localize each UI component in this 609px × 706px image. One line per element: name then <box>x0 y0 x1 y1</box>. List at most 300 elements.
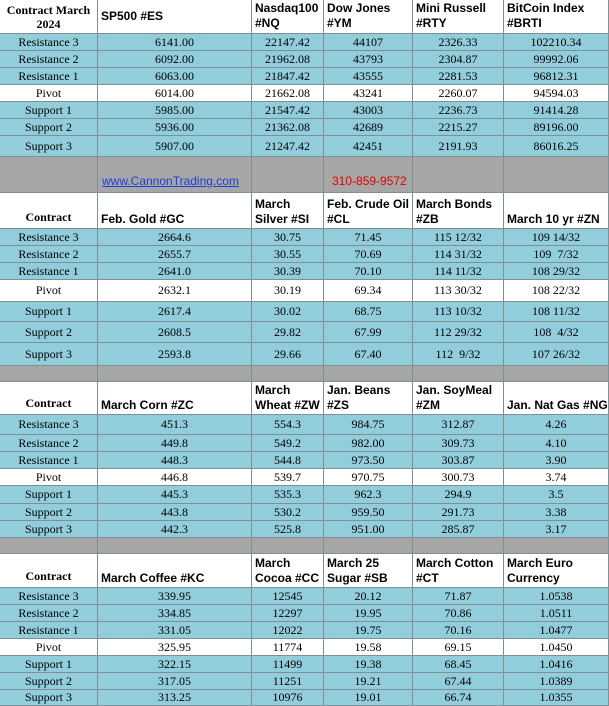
level-value <box>324 469 413 486</box>
level-value <box>324 302 413 322</box>
contract-header <box>0 554 98 588</box>
level-value-text: 19.95 <box>354 605 382 620</box>
column-header-feb-gold-gc <box>98 193 252 229</box>
level-value <box>324 343 413 366</box>
level-value-text: 30.75 <box>274 229 301 244</box>
level-value <box>413 588 504 605</box>
level-value <box>98 415 252 435</box>
level-value-text: 962.3 <box>354 487 382 501</box>
level-value-text: 539.7 <box>274 469 301 484</box>
level-value <box>98 51 252 68</box>
level-value-text: 2304.87 <box>438 51 478 66</box>
row-label-support-3 <box>0 690 98 706</box>
level-value-text: 107 26/32 <box>531 346 581 361</box>
contract-header-label: Contract <box>25 210 72 224</box>
level-value-text: 5936.00 <box>155 119 194 134</box>
level-value-text: 530.2 <box>274 504 301 519</box>
column-header-label: Mini Russell #RTY <box>416 1 487 30</box>
level-value <box>413 486 504 504</box>
row-label-text: Resistance 1 <box>18 68 79 83</box>
level-value-text: 6063.00 <box>155 68 194 83</box>
level-value <box>413 690 504 706</box>
level-value-text: 112 9/32 <box>435 346 481 361</box>
level-value-text: 2617.4 <box>158 304 191 318</box>
row-label-text: Resistance 3 <box>18 588 79 603</box>
level-value <box>252 119 324 136</box>
level-value <box>98 673 252 690</box>
level-value <box>413 435 504 452</box>
column-header-label: Jan. Beans #ZS <box>327 383 391 412</box>
level-value <box>252 85 324 102</box>
level-value <box>413 34 504 51</box>
column-header-march-corn-zc <box>98 382 252 415</box>
level-value-text: 114 31/32 <box>434 246 482 261</box>
row-label-resistance-3 <box>0 588 98 605</box>
row-label-text: Support 3 <box>24 521 72 536</box>
level-value-text: 21247.42 <box>265 138 310 153</box>
level-value <box>252 605 324 622</box>
level-value <box>252 246 324 263</box>
level-value-text: 1.0538 <box>539 588 573 603</box>
level-value-text: 6141.00 <box>155 34 194 49</box>
level-value <box>98 102 252 119</box>
level-value-text: 325.95 <box>158 639 191 654</box>
level-value <box>324 322 413 343</box>
website-link-text: www.CannonTrading.com <box>102 174 239 188</box>
row-label-resistance-1 <box>0 68 98 85</box>
level-value <box>252 415 324 435</box>
level-value-text: 2655.7 <box>158 246 191 261</box>
level-value <box>504 34 609 51</box>
level-value-text: 549.2 <box>274 435 301 450</box>
level-value <box>98 656 252 673</box>
level-value <box>252 486 324 504</box>
level-value <box>504 656 609 673</box>
level-value-text: 3.90 <box>545 452 567 467</box>
contract-header <box>0 193 98 229</box>
row-label-support-1 <box>0 302 98 322</box>
column-header-label: March Cotton #CT <box>416 556 494 585</box>
separator-cell <box>252 157 324 193</box>
level-value-text: 2326.33 <box>438 34 478 49</box>
row-label-text: Resistance 2 <box>18 605 79 620</box>
level-value <box>504 690 609 706</box>
level-value <box>98 34 252 51</box>
level-value-text: 30.55 <box>274 246 301 261</box>
level-value-text: 30.02 <box>274 304 301 318</box>
level-value <box>324 102 413 119</box>
level-value <box>504 504 609 521</box>
column-header-label: Jan. Nat Gas #NG <box>507 398 608 412</box>
level-value-text: 12297 <box>272 605 303 620</box>
level-value-text: 2191.93 <box>438 138 478 153</box>
level-value-text: 43003 <box>353 102 383 117</box>
level-value <box>98 263 252 280</box>
column-header-label: Nasdaq100 #NQ <box>255 1 319 30</box>
level-value <box>252 302 324 322</box>
column-header-march-coffee-kc <box>98 554 252 588</box>
level-value <box>324 656 413 673</box>
row-label-text: Support 3 <box>24 138 72 153</box>
level-value <box>413 102 504 119</box>
level-value-text: 984.75 <box>351 417 385 431</box>
level-value <box>252 263 324 280</box>
column-header-march-cocoa-cc <box>252 554 324 588</box>
level-value-text: 71.45 <box>354 229 382 244</box>
level-value <box>98 469 252 486</box>
row-label-resistance-2 <box>0 246 98 263</box>
separator-cell <box>252 366 324 382</box>
level-value-text: 334.85 <box>158 605 191 620</box>
separator-cell <box>0 157 98 193</box>
level-value <box>252 102 324 119</box>
level-value-text: 66.74 <box>444 690 472 704</box>
level-value-text: 21547.42 <box>265 102 310 117</box>
row-label-support-1 <box>0 656 98 673</box>
level-value <box>324 415 413 435</box>
row-label-pivot <box>0 85 98 102</box>
level-value-text: 11499 <box>272 656 303 671</box>
level-value-text: 30.39 <box>274 263 301 278</box>
row-label-support-2 <box>0 504 98 521</box>
row-label-text: Support 1 <box>24 102 72 117</box>
separator-cell <box>252 538 324 554</box>
level-value <box>98 343 252 366</box>
level-value <box>252 588 324 605</box>
level-value <box>252 343 324 366</box>
level-value-text: 67.40 <box>354 346 382 361</box>
column-header-label: March Cocoa #CC <box>255 556 320 585</box>
level-value-text: 3.17 <box>545 521 567 536</box>
row-label-text: Support 1 <box>24 304 72 318</box>
row-label-resistance-1 <box>0 622 98 639</box>
column-header-label: SP500 #ES <box>101 8 164 23</box>
level-value-text: 42689 <box>353 119 383 134</box>
level-value-text: 67.99 <box>354 324 382 339</box>
level-value-text: 2608.5 <box>158 324 191 339</box>
level-value-text: 3.5 <box>548 487 564 501</box>
level-value <box>413 469 504 486</box>
level-value <box>324 486 413 504</box>
level-value <box>98 246 252 263</box>
column-header-label: Jan. SoyMeal #ZM <box>416 383 493 412</box>
level-value <box>504 280 609 302</box>
row-label-support-3 <box>0 343 98 366</box>
level-value-text: 303.87 <box>441 452 475 467</box>
level-value-text: 109 14/32 <box>531 229 581 244</box>
level-value-text: 91414.28 <box>533 102 579 117</box>
level-value <box>98 588 252 605</box>
level-value <box>98 85 252 102</box>
row-label-text: Resistance 1 <box>18 452 79 467</box>
column-header-mini-russell-rty <box>413 0 504 34</box>
level-value-text: 5985.00 <box>155 102 194 117</box>
level-value <box>324 280 413 302</box>
contract-header-label: Contract March 2024 <box>6 2 91 31</box>
level-value <box>413 656 504 673</box>
level-value-text: 21362.08 <box>265 119 310 134</box>
level-value-text: 1.0355 <box>539 690 573 704</box>
level-value <box>324 68 413 85</box>
level-value-text: 102210.34 <box>530 34 582 49</box>
row-label-resistance-2 <box>0 51 98 68</box>
level-value <box>504 605 609 622</box>
level-value-text: 339.95 <box>158 588 191 603</box>
contract-header-label: Contract <box>25 569 72 583</box>
level-value <box>504 452 609 469</box>
level-value <box>504 435 609 452</box>
column-header-label: March Silver #SI <box>255 197 310 226</box>
row-label-text: Pivot <box>35 639 62 654</box>
level-value-text: 114 11/32 <box>434 263 482 278</box>
row-label-text: Resistance 1 <box>18 622 79 637</box>
level-value-text: 19.01 <box>354 690 382 704</box>
level-value-text: 20.12 <box>354 588 382 603</box>
level-value <box>504 622 609 639</box>
row-label-support-2 <box>0 673 98 690</box>
separator-cell <box>0 538 98 554</box>
level-value-text: 445.3 <box>161 487 188 501</box>
level-value-text: 449.8 <box>161 435 188 450</box>
level-value-text: 973.50 <box>351 452 385 467</box>
level-value <box>504 68 609 85</box>
level-value <box>413 605 504 622</box>
level-value <box>324 85 413 102</box>
level-value <box>324 673 413 690</box>
level-value <box>324 521 413 538</box>
column-header-march-silver-si <box>252 193 324 229</box>
column-header-label: March 10 yr #ZN <box>507 212 600 226</box>
level-value-text: 1.0477 <box>539 622 573 637</box>
level-value-text: 89196.00 <box>533 119 579 134</box>
level-value-text: 2236.73 <box>438 102 478 117</box>
level-value-text: 12022 <box>272 622 303 637</box>
level-value-text: 19.58 <box>354 639 382 654</box>
column-header-march-euro-currency <box>504 554 609 588</box>
level-value <box>98 504 252 521</box>
level-value-text: 959.50 <box>351 504 385 519</box>
level-value-text: 1.0450 <box>539 639 573 654</box>
level-value-text: 554.3 <box>274 417 301 431</box>
level-value <box>413 246 504 263</box>
level-value <box>252 639 324 656</box>
level-value <box>324 504 413 521</box>
column-header-label: March Bonds #ZB <box>416 197 493 226</box>
level-value <box>413 415 504 435</box>
level-value-text: 42451 <box>353 138 383 153</box>
column-header-feb-crude-oil-cl <box>324 193 413 229</box>
level-value-text: 44107 <box>353 34 383 49</box>
level-value-text: 29.82 <box>274 324 301 339</box>
column-header-march-wheat-zw <box>252 382 324 415</box>
level-value-text: 19.75 <box>354 622 382 637</box>
level-value <box>252 673 324 690</box>
level-value-text: 448.3 <box>161 452 188 467</box>
level-value <box>504 119 609 136</box>
level-value <box>324 229 413 246</box>
level-value <box>504 136 609 157</box>
column-header-march-bonds-zb <box>413 193 504 229</box>
separator-cell <box>324 366 413 382</box>
level-value <box>324 263 413 280</box>
row-label-support-1 <box>0 102 98 119</box>
level-value <box>324 435 413 452</box>
row-label-resistance-3 <box>0 229 98 246</box>
level-value-text: 4.26 <box>545 417 567 431</box>
phone-number-text: 310-859-9572 <box>332 174 407 188</box>
level-value <box>252 469 324 486</box>
level-value <box>413 136 504 157</box>
level-value-text: 70.86 <box>444 605 472 620</box>
column-header-label: Feb. Gold #GC <box>101 212 185 226</box>
level-value-text: 10976 <box>272 690 303 704</box>
level-value-text: 96812.31 <box>533 68 579 83</box>
column-header-march-cotton-ct <box>413 554 504 588</box>
level-value <box>98 119 252 136</box>
level-value <box>252 504 324 521</box>
level-value-text: 317.05 <box>158 673 191 688</box>
level-value <box>413 504 504 521</box>
level-value <box>504 246 609 263</box>
row-label-text: Pivot <box>35 85 62 100</box>
row-label-support-2 <box>0 322 98 343</box>
level-value-text: 29.66 <box>274 346 301 361</box>
level-value-text: 2641.0 <box>158 263 191 278</box>
level-value-text: 71.87 <box>444 588 472 603</box>
level-value-text: 109 7/32 <box>533 246 579 261</box>
level-value-text: 1.0389 <box>539 673 573 688</box>
row-label-text: Resistance 1 <box>18 263 79 278</box>
level-value-text: 70.16 <box>444 622 472 637</box>
level-value-text: 312.87 <box>441 417 475 431</box>
level-value <box>252 51 324 68</box>
level-value <box>413 119 504 136</box>
separator-cell <box>413 157 504 193</box>
level-value <box>413 622 504 639</box>
level-value-text: 2632.1 <box>158 283 191 297</box>
level-value-text: 294.9 <box>444 487 472 501</box>
row-label-resistance-3 <box>0 415 98 435</box>
row-label-pivot <box>0 469 98 486</box>
row-label-text: Resistance 3 <box>18 229 79 244</box>
level-value-text: 19.38 <box>354 656 382 671</box>
level-value-text: 112 29/32 <box>434 324 482 339</box>
level-value-text: 6014.00 <box>155 85 194 100</box>
level-value <box>98 452 252 469</box>
level-value <box>324 639 413 656</box>
level-value-text: 22147.42 <box>265 34 310 49</box>
level-value-text: 1.0416 <box>539 656 573 671</box>
level-value-text: 12545 <box>272 588 303 603</box>
level-value-text: 2664.6 <box>158 229 191 244</box>
level-value <box>252 656 324 673</box>
column-header-bitcoin-index-brti <box>504 0 609 34</box>
level-value-text: 21962.08 <box>265 51 310 66</box>
level-value-text: 5907.00 <box>155 138 194 153</box>
level-value-text: 70.10 <box>354 263 382 278</box>
column-header-label: March Euro Currency <box>507 556 574 585</box>
level-value <box>98 622 252 639</box>
level-value <box>413 521 504 538</box>
level-value <box>504 85 609 102</box>
level-value-text: 331.05 <box>158 622 191 637</box>
level-value <box>252 34 324 51</box>
row-label-text: Support 3 <box>24 690 72 704</box>
level-value <box>252 229 324 246</box>
level-value-text: 2260.07 <box>438 85 478 100</box>
level-value <box>98 280 252 302</box>
level-value <box>98 639 252 656</box>
level-value-text: 442.3 <box>161 521 188 536</box>
level-value <box>413 673 504 690</box>
level-value-text: 67.44 <box>444 673 472 688</box>
level-value <box>504 673 609 690</box>
phone-number <box>324 157 413 193</box>
level-value <box>504 302 609 322</box>
row-label-text: Support 2 <box>24 673 72 688</box>
level-value-text: 113 10/32 <box>434 304 482 318</box>
level-value <box>504 415 609 435</box>
level-value <box>504 469 609 486</box>
website-link[interactable] <box>98 157 252 193</box>
level-value-text: 285.87 <box>441 521 475 536</box>
level-value <box>413 229 504 246</box>
level-value-text: 4.10 <box>545 435 567 450</box>
level-value-text: 113 30/32 <box>434 283 482 297</box>
row-label-text: Support 3 <box>24 346 72 361</box>
level-value <box>413 343 504 366</box>
separator-cell <box>413 366 504 382</box>
level-value <box>252 68 324 85</box>
level-value <box>98 322 252 343</box>
level-value-text: 86016.25 <box>533 138 579 153</box>
column-header-label: BitCoin Index #BRTI <box>507 1 585 30</box>
contract-month-header <box>0 0 98 34</box>
row-label-text: Support 2 <box>24 324 72 339</box>
level-value <box>504 343 609 366</box>
level-value-text: 99992.06 <box>533 51 579 66</box>
level-value-text: 68.75 <box>354 304 382 318</box>
column-header-label: Dow Jones #YM <box>327 1 391 30</box>
level-value-text: 21662.08 <box>265 85 310 100</box>
level-value <box>504 263 609 280</box>
level-value-text: 108 4/32 <box>533 324 579 339</box>
row-label-support-2 <box>0 119 98 136</box>
level-value-text: 951.00 <box>351 521 385 536</box>
level-value <box>413 85 504 102</box>
level-value <box>504 486 609 504</box>
level-value <box>413 452 504 469</box>
level-value-text: 2593.8 <box>158 346 191 361</box>
level-value <box>504 521 609 538</box>
column-header-label: March 25 Sugar #SB <box>327 556 388 585</box>
level-value-text: 68.45 <box>444 656 472 671</box>
contract-header-label: Contract <box>25 396 72 410</box>
row-label-resistance-1 <box>0 263 98 280</box>
column-header-nasdaq100-nq <box>252 0 324 34</box>
level-value-text: 535.3 <box>274 487 301 501</box>
level-value <box>324 605 413 622</box>
level-value <box>413 51 504 68</box>
row-label-support-1 <box>0 486 98 504</box>
level-value-text: 291.73 <box>441 504 475 519</box>
level-value-text: 43793 <box>353 51 383 66</box>
level-value-text: 446.8 <box>161 469 188 484</box>
level-value <box>413 302 504 322</box>
row-label-text: Pivot <box>35 283 62 297</box>
level-value <box>98 302 252 322</box>
level-value <box>324 34 413 51</box>
